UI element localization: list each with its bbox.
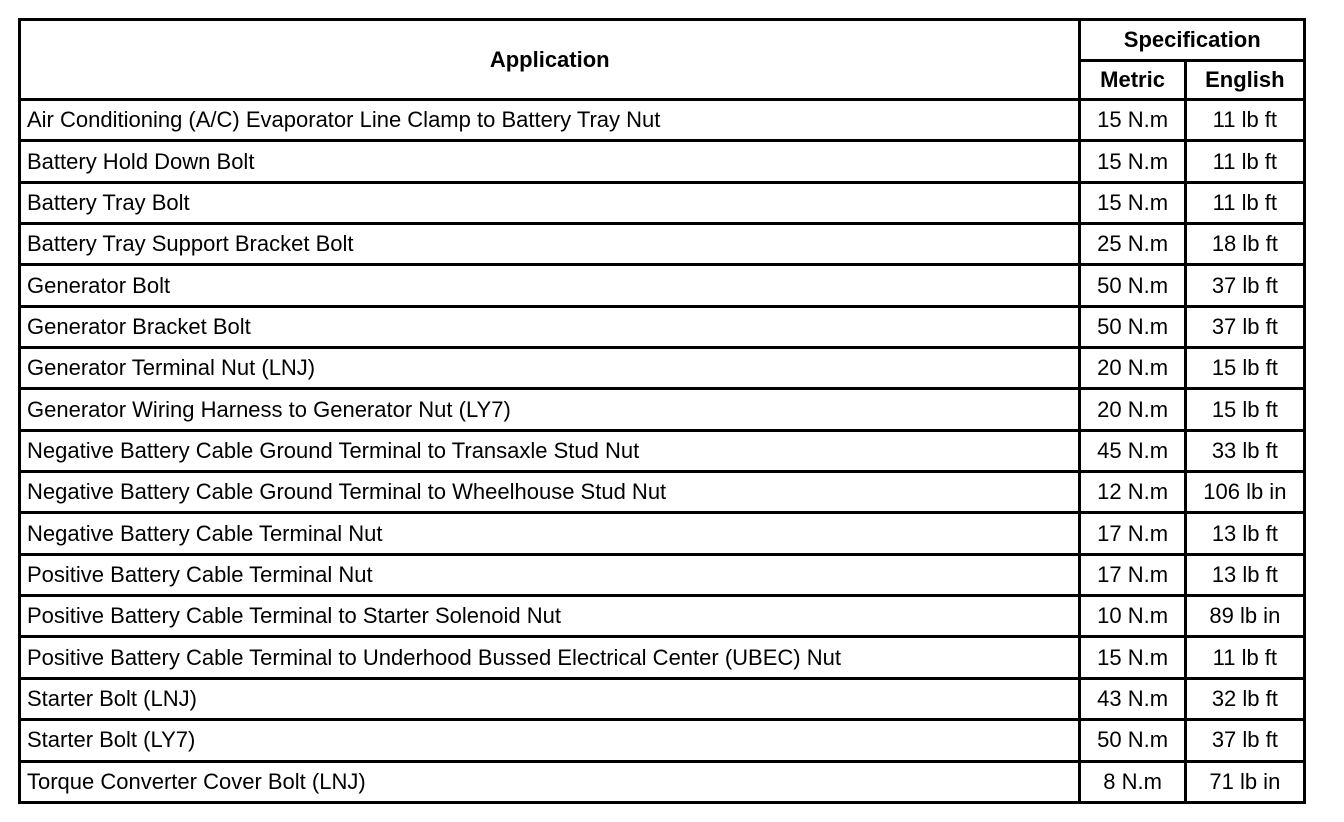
application-cell: Battery Tray Support Bracket Bolt [20, 224, 1080, 265]
table-row [20, 596, 1305, 637]
table-row [20, 678, 1305, 719]
metric-value-cell: 15 N.m [1080, 100, 1185, 141]
table-row [20, 224, 1305, 265]
metric-value-cell: 25 N.m [1080, 224, 1185, 265]
table-row [20, 100, 1305, 141]
application-cell: Starter Bolt (LY7) [20, 720, 1080, 761]
fastener-specification-table [18, 18, 1306, 804]
metric-value-cell: 15 N.m [1080, 141, 1185, 182]
application-cell: Generator Terminal Nut (LNJ) [20, 348, 1080, 389]
application-cell: Air Conditioning (A/C) Evaporator Line Clamp to Battery Tray Nut [20, 100, 1080, 141]
table-row [20, 513, 1305, 554]
table-row [20, 306, 1305, 347]
english-value-cell: 37 lb ft [1185, 265, 1304, 306]
application-cell: Negative Battery Cable Terminal Nut [20, 513, 1080, 554]
english-value-cell: 71 lb in [1185, 761, 1304, 803]
table-row [20, 430, 1305, 471]
table-row [20, 472, 1305, 513]
application-cell: Generator Wiring Harness to Generator Nut (LY7) [20, 389, 1080, 430]
metric-value-cell: 50 N.m [1080, 306, 1185, 347]
header-row-top [20, 20, 1305, 61]
metric-value-cell: 50 N.m [1080, 265, 1185, 306]
metric-value-cell: 45 N.m [1080, 430, 1185, 471]
table-row [20, 720, 1305, 761]
application-cell: Positive Battery Cable Terminal to Underhood Bussed Electrical Center (UBEC) Nut [20, 637, 1080, 678]
english-value-cell: 15 lb ft [1185, 348, 1304, 389]
metric-value-cell: 15 N.m [1080, 637, 1185, 678]
english-value-cell: 37 lb ft [1185, 306, 1304, 347]
english-value-cell: 106 lb in [1185, 472, 1304, 513]
metric-value-cell: 15 N.m [1080, 182, 1185, 223]
english-value-cell: 89 lb in [1185, 596, 1304, 637]
metric-value-cell: 20 N.m [1080, 348, 1185, 389]
application-cell: Negative Battery Cable Ground Terminal to Transaxle Stud Nut [20, 430, 1080, 471]
application-cell: Positive Battery Cable Terminal to Starter Solenoid Nut [20, 596, 1080, 637]
english-value-cell: 13 lb ft [1185, 554, 1304, 595]
table-row [20, 389, 1305, 430]
application-cell: Battery Hold Down Bolt [20, 141, 1080, 182]
english-value-cell: 11 lb ft [1185, 182, 1304, 223]
metric-value-cell: 12 N.m [1080, 472, 1185, 513]
english-value-cell: 32 lb ft [1185, 678, 1304, 719]
english-value-cell: 37 lb ft [1185, 720, 1304, 761]
metric-value-cell: 10 N.m [1080, 596, 1185, 637]
application-cell: Torque Converter Cover Bolt (LNJ) [20, 761, 1080, 803]
metric-value-cell: 50 N.m [1080, 720, 1185, 761]
metric-value-cell: 43 N.m [1080, 678, 1185, 719]
application-header: Application [20, 20, 1080, 100]
metric-header: Metric [1080, 61, 1185, 100]
table-body [20, 100, 1305, 803]
table-row [20, 141, 1305, 182]
metric-value-cell: 17 N.m [1080, 513, 1185, 554]
table-header [20, 20, 1305, 100]
english-value-cell: 15 lb ft [1185, 389, 1304, 430]
application-cell: Positive Battery Cable Terminal Nut [20, 554, 1080, 595]
application-cell: Generator Bolt [20, 265, 1080, 306]
table-row [20, 265, 1305, 306]
metric-value-cell: 20 N.m [1080, 389, 1185, 430]
table-row [20, 761, 1305, 803]
english-value-cell: 11 lb ft [1185, 141, 1304, 182]
english-value-cell: 11 lb ft [1185, 637, 1304, 678]
table-row [20, 554, 1305, 595]
english-value-cell: 13 lb ft [1185, 513, 1304, 554]
table-row [20, 348, 1305, 389]
table-row [20, 637, 1305, 678]
application-cell: Starter Bolt (LNJ) [20, 678, 1080, 719]
metric-value-cell: 8 N.m [1080, 761, 1185, 803]
application-cell: Negative Battery Cable Ground Terminal to Wheelhouse Stud Nut [20, 472, 1080, 513]
application-cell: Battery Tray Bolt [20, 182, 1080, 223]
english-header: English [1185, 61, 1304, 100]
metric-value-cell: 17 N.m [1080, 554, 1185, 595]
specification-header: Specification [1080, 20, 1305, 61]
english-value-cell: 11 lb ft [1185, 100, 1304, 141]
english-value-cell: 18 lb ft [1185, 224, 1304, 265]
application-cell: Generator Bracket Bolt [20, 306, 1080, 347]
english-value-cell: 33 lb ft [1185, 430, 1304, 471]
table-row [20, 182, 1305, 223]
